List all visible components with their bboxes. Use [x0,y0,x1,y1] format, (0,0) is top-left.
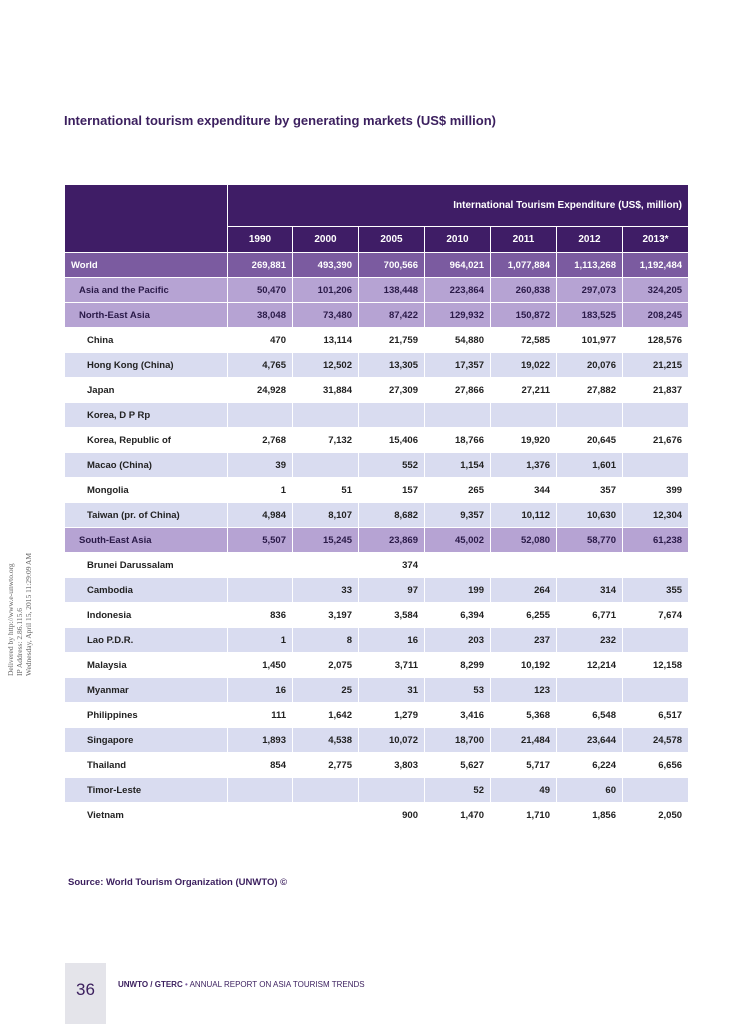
value-cell: 700,566 [359,253,425,278]
row-label: Malaysia [65,653,228,678]
value-cell: 58,770 [557,528,623,553]
row-label: South-East Asia [65,528,228,553]
value-cell [228,553,293,578]
table-row [65,453,689,478]
value-cell: 4,984 [228,503,293,528]
value-cell [228,803,293,828]
value-cell: 7,132 [293,428,359,453]
value-cell: 72,585 [491,328,557,353]
value-cell: 269,881 [228,253,293,278]
value-cell: 232 [557,628,623,653]
year-header-cell: 2000 [293,227,359,253]
year-header-cell: 2013* [623,227,689,253]
value-cell: 6,517 [623,703,689,728]
row-label: Lao P.D.R. [65,628,228,653]
value-cell: 8,107 [293,503,359,528]
table-row [65,678,689,703]
value-cell: 27,866 [425,378,491,403]
value-cell: 13,114 [293,328,359,353]
value-cell [623,403,689,428]
table-row [65,428,689,453]
value-cell: 16 [359,628,425,653]
value-cell: 1,450 [228,653,293,678]
value-cell [359,403,425,428]
value-cell [293,553,359,578]
row-label: Asia and the Pacific [65,278,228,303]
value-cell: 15,406 [359,428,425,453]
value-cell: 128,576 [623,328,689,353]
value-cell [425,553,491,578]
value-cell: 3,711 [359,653,425,678]
value-cell: 21,837 [623,378,689,403]
table-row [65,653,689,678]
value-cell: 6,224 [557,753,623,778]
value-cell: 5,627 [425,753,491,778]
value-cell: 399 [623,478,689,503]
year-header-cell: 2010 [425,227,491,253]
table-row [65,528,689,553]
running-footer [118,980,365,989]
value-cell: 374 [359,553,425,578]
value-cell: 45,002 [425,528,491,553]
value-cell: 1,601 [557,453,623,478]
value-cell [491,403,557,428]
value-cell: 3,584 [359,603,425,628]
row-label: Macao (China) [65,453,228,478]
value-cell: 12,304 [623,503,689,528]
value-cell: 4,538 [293,728,359,753]
value-cell: 5,507 [228,528,293,553]
table-row [65,503,689,528]
value-cell [623,453,689,478]
value-cell: 129,932 [425,303,491,328]
value-cell: 1,154 [425,453,491,478]
row-label: Hong Kong (China) [65,353,228,378]
value-cell: 3,803 [359,753,425,778]
table-row [65,353,689,378]
page-number: 36 [76,980,95,999]
page-number-box [65,963,106,1024]
value-cell: 324,205 [623,278,689,303]
year-header-cell: 2011 [491,227,557,253]
value-cell: 355 [623,578,689,603]
table-row [65,553,689,578]
table-row [65,778,689,803]
value-cell: 836 [228,603,293,628]
value-cell: 223,864 [425,278,491,303]
delivery-watermark [6,498,33,676]
value-cell: 21,484 [491,728,557,753]
value-cell: 6,394 [425,603,491,628]
row-label: Brunei Darussalam [65,553,228,578]
table-header-title: International Tourism Expenditure (US$, million) [228,185,689,227]
table-row [65,803,689,828]
value-cell: 5,717 [491,753,557,778]
value-cell: 31 [359,678,425,703]
footer-bullet: • [184,980,188,989]
value-cell: 31,884 [293,378,359,403]
value-cell: 39 [228,453,293,478]
value-cell [623,678,689,703]
value-cell: 27,211 [491,378,557,403]
value-cell: 49 [491,778,557,803]
value-cell: 17,357 [425,353,491,378]
row-label: Myanmar [65,678,228,703]
value-cell: 5,368 [491,703,557,728]
value-cell: 19,022 [491,353,557,378]
value-cell: 3,197 [293,603,359,628]
value-cell: 12,502 [293,353,359,378]
value-cell: 51 [293,478,359,503]
value-cell: 470 [228,328,293,353]
value-cell: 9,357 [425,503,491,528]
value-cell: 8,299 [425,653,491,678]
value-cell [425,403,491,428]
value-cell: 208,245 [623,303,689,328]
value-cell [491,553,557,578]
year-header-cell: 2012 [557,227,623,253]
table-row [65,403,689,428]
value-cell [293,453,359,478]
value-cell: 1,077,884 [491,253,557,278]
value-cell: 53 [425,678,491,703]
value-cell: 260,838 [491,278,557,303]
value-cell: 2,050 [623,803,689,828]
value-cell: 6,656 [623,753,689,778]
value-cell: 101,977 [557,328,623,353]
value-cell: 6,548 [557,703,623,728]
row-label: Singapore [65,728,228,753]
value-cell: 6,771 [557,603,623,628]
value-cell: 1,642 [293,703,359,728]
value-cell: 2,775 [293,753,359,778]
value-cell [293,403,359,428]
row-label: China [65,328,228,353]
row-label: Indonesia [65,603,228,628]
value-cell: 12,158 [623,653,689,678]
value-cell: 8 [293,628,359,653]
value-cell: 7,674 [623,603,689,628]
table-corner-cell [65,185,228,253]
value-cell: 493,390 [293,253,359,278]
value-cell: 552 [359,453,425,478]
table-row [65,578,689,603]
value-cell: 38,048 [228,303,293,328]
row-label: Timor-Leste [65,778,228,803]
value-cell: 203 [425,628,491,653]
value-cell: 1 [228,478,293,503]
value-cell [228,578,293,603]
value-cell: 123 [491,678,557,703]
value-cell: 10,192 [491,653,557,678]
year-header-cell: 1990 [228,227,293,253]
value-cell: 52 [425,778,491,803]
value-cell: 150,872 [491,303,557,328]
table-row [65,378,689,403]
value-cell: 23,869 [359,528,425,553]
value-cell: 20,645 [557,428,623,453]
value-cell: 6,255 [491,603,557,628]
value-cell: 52,080 [491,528,557,553]
table-row [65,628,689,653]
value-cell: 97 [359,578,425,603]
row-label: Japan [65,378,228,403]
value-cell: 60 [557,778,623,803]
delivery-line-2: IP Address: 2.86.115.6 [15,608,24,676]
value-cell [293,803,359,828]
table-body [65,253,689,828]
value-cell: 964,021 [425,253,491,278]
row-label: Korea, Republic of [65,428,228,453]
value-cell: 1,376 [491,453,557,478]
footer-publication: ANNUAL REPORT ON ASIA TOURISM TRENDS [189,980,365,989]
row-label: Mongolia [65,478,228,503]
value-cell [623,553,689,578]
value-cell [557,553,623,578]
table-header-row [65,185,689,227]
page-title: International tourism expenditure by generating markets (US$ million) [64,113,496,128]
table-row [65,603,689,628]
value-cell [623,778,689,803]
value-cell: 25 [293,678,359,703]
table-row [65,728,689,753]
value-cell: 314 [557,578,623,603]
value-cell: 10,630 [557,503,623,528]
row-label: Korea, D P Rp [65,403,228,428]
value-cell: 18,700 [425,728,491,753]
row-label: World [65,253,228,278]
value-cell [293,778,359,803]
value-cell [557,678,623,703]
value-cell: 16 [228,678,293,703]
value-cell: 344 [491,478,557,503]
value-cell: 900 [359,803,425,828]
row-label: Vietnam [65,803,228,828]
table-row [65,753,689,778]
value-cell: 1,113,268 [557,253,623,278]
value-cell: 237 [491,628,557,653]
row-label: Philippines [65,703,228,728]
value-cell: 27,882 [557,378,623,403]
value-cell [557,403,623,428]
value-cell: 13,305 [359,353,425,378]
value-cell: 2,768 [228,428,293,453]
value-cell: 20,076 [557,353,623,378]
value-cell [228,403,293,428]
value-cell [228,778,293,803]
value-cell: 111 [228,703,293,728]
value-cell: 50,470 [228,278,293,303]
expenditure-table [64,184,689,828]
value-cell: 24,928 [228,378,293,403]
value-cell: 3,416 [425,703,491,728]
table-row [65,478,689,503]
value-cell: 1,856 [557,803,623,828]
value-cell: 199 [425,578,491,603]
value-cell: 19,920 [491,428,557,453]
delivery-line-3: Wednesday, April 15, 2015 11:29:09 AM [24,553,33,676]
value-cell: 264 [491,578,557,603]
value-cell: 1,470 [425,803,491,828]
value-cell: 8,682 [359,503,425,528]
value-cell: 73,480 [293,303,359,328]
value-cell: 54,880 [425,328,491,353]
value-cell: 854 [228,753,293,778]
value-cell: 1,279 [359,703,425,728]
value-cell: 1,893 [228,728,293,753]
value-cell: 15,245 [293,528,359,553]
value-cell: 10,112 [491,503,557,528]
value-cell: 61,238 [623,528,689,553]
row-label: Thailand [65,753,228,778]
value-cell: 138,448 [359,278,425,303]
table-row [65,278,689,303]
value-cell: 2,075 [293,653,359,678]
row-label: Taiwan (pr. of China) [65,503,228,528]
table-row [65,253,689,278]
year-header-cell: 2005 [359,227,425,253]
value-cell: 24,578 [623,728,689,753]
table-row [65,703,689,728]
value-cell: 101,206 [293,278,359,303]
value-cell: 87,422 [359,303,425,328]
row-label: Cambodia [65,578,228,603]
value-cell: 1 [228,628,293,653]
value-cell: 1,710 [491,803,557,828]
value-cell [623,628,689,653]
value-cell: 21,759 [359,328,425,353]
value-cell: 12,214 [557,653,623,678]
value-cell: 10,072 [359,728,425,753]
row-label: North-East Asia [65,303,228,328]
value-cell: 265 [425,478,491,503]
delivery-line-1: Delivered by http://www.e-unwto.org [6,563,15,676]
value-cell: 21,215 [623,353,689,378]
value-cell: 357 [557,478,623,503]
value-cell: 21,676 [623,428,689,453]
value-cell: 1,192,484 [623,253,689,278]
value-cell: 18,766 [425,428,491,453]
table-row [65,303,689,328]
table-row [65,328,689,353]
value-cell: 33 [293,578,359,603]
value-cell [359,778,425,803]
value-cell: 27,309 [359,378,425,403]
value-cell: 23,644 [557,728,623,753]
value-cell: 4,765 [228,353,293,378]
value-cell: 297,073 [557,278,623,303]
footer-org: UNWTO / GTERC [118,980,183,989]
source-note: Source: World Tourism Organization (UNWTO) © [68,877,288,888]
value-cell: 157 [359,478,425,503]
value-cell: 183,525 [557,303,623,328]
